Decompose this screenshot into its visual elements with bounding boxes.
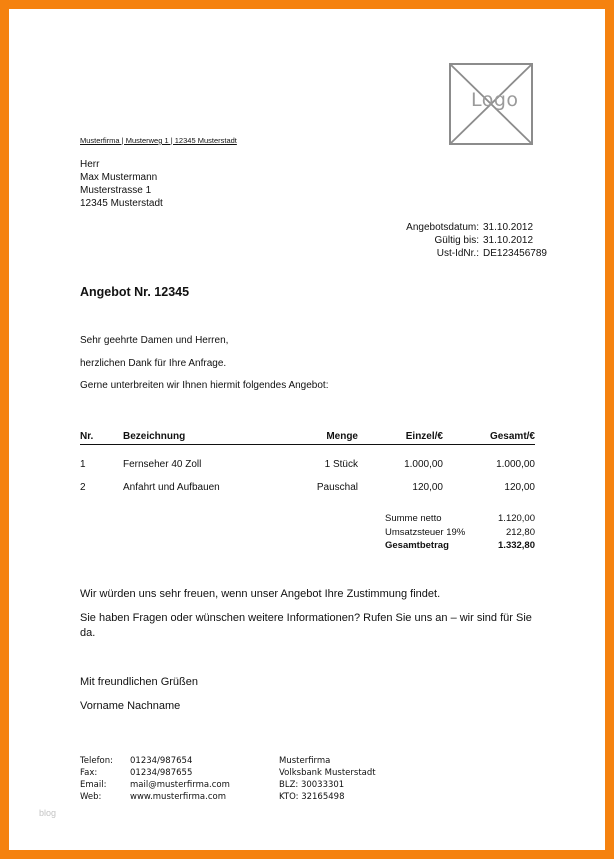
email-value: mail@musterfirma.com <box>130 780 230 790</box>
totals-block <box>385 512 535 553</box>
vat-value: DE123456789 <box>483 248 547 259</box>
bank-blz: BLZ: 30033301 <box>279 780 345 790</box>
header-bezeichnung: Bezeichnung <box>123 429 283 445</box>
thanks-line: herzlichen Dank für Ihre Anfrage. <box>80 358 227 369</box>
web-label: Web: <box>80 792 102 802</box>
total-netto-row <box>385 512 535 526</box>
logo-text: Logo <box>471 89 519 111</box>
netto-value: 1.120,00 <box>498 513 535 524</box>
ust-label: Umsatzsteuer 19% <box>385 526 466 538</box>
footer-bank <box>279 755 376 803</box>
netto-label: Summe netto <box>385 513 442 524</box>
gesamt-label: Gesamtbetrag <box>385 540 449 551</box>
closing-line-1: Wir würden uns sehr freuen, wenn unser Angebot Ihre Zustimmung findet. <box>80 588 441 600</box>
logo-placeholder <box>449 63 533 145</box>
items-table <box>80 429 535 499</box>
date-value: 31.10.2012 <box>483 222 534 233</box>
cell-bezeichnung: Anfahrt und Aufbauen <box>123 481 220 493</box>
bank-company: Musterfirma <box>279 756 331 766</box>
cell-nr: 2 <box>80 481 86 493</box>
closing-line-2: Sie haben Fragen oder wünschen weitere Informationen? Rufen Sie uns an – wir sind für Sie da. <box>80 612 532 639</box>
greeting: Mit freundlichen Grüßen <box>80 676 198 688</box>
recipient-salutation: Herr <box>80 159 100 170</box>
cell-einzel: 120,00 <box>412 481 443 493</box>
table-header-row <box>80 429 535 445</box>
table-row <box>80 445 535 476</box>
valid-value: 31.10.2012 <box>483 235 534 246</box>
offer-title: Angebot Nr. 12345 <box>80 285 190 299</box>
vat-label: Ust-IdNr.: <box>436 248 479 259</box>
valid-label: Gültig bis: <box>434 235 479 246</box>
bank-name: Volksbank Musterstadt <box>279 768 376 778</box>
phone-value: 01234/987654 <box>130 756 193 766</box>
footer-contact <box>80 755 230 803</box>
signature-name: Vorname Nachname <box>80 700 181 712</box>
intro-line: Gerne unterbreiten wir Ihnen hiermit folgendes Angebot: <box>80 380 329 391</box>
phone-label: Telefon: <box>80 756 114 766</box>
cell-nr: 1 <box>80 458 86 470</box>
cell-menge: 1 Stück <box>324 458 358 470</box>
web-value: www.musterfirma.com <box>130 792 226 802</box>
meta-values <box>483 221 547 260</box>
date-label: Angebotsdatum: <box>406 222 479 233</box>
recipient-address <box>80 158 163 210</box>
salutation: Sehr geehrte Damen und Herren, <box>80 335 229 346</box>
document-page <box>9 9 605 850</box>
meta-labels <box>406 221 479 260</box>
sender-line: Musterfirma | Musterweg 1 | 12345 Musterstadt <box>80 136 237 145</box>
footer-web <box>80 791 230 803</box>
email-label: Email: <box>80 780 107 790</box>
cell-menge: Pauschal <box>316 481 358 493</box>
header-menge: Menge <box>283 429 358 445</box>
cell-einzel: 1.000,00 <box>404 458 443 470</box>
header-gesamt: Gesamt/€ <box>443 429 535 445</box>
cell-gesamt: 120,00 <box>504 481 535 493</box>
footer-phone <box>80 755 230 767</box>
header-nr: Nr. <box>80 429 123 445</box>
recipient-street: Musterstrasse 1 <box>80 185 152 196</box>
watermark-text: blog <box>39 808 57 818</box>
cell-bezeichnung: Fernseher 40 Zoll <box>123 458 202 470</box>
recipient-name: Max Mustermann <box>80 172 158 183</box>
footer-fax <box>80 767 230 779</box>
ust-value: 212,80 <box>505 526 535 538</box>
table-row <box>80 476 535 499</box>
header-einzel: Einzel/€ <box>358 429 443 445</box>
fax-label: Fax: <box>80 768 98 778</box>
total-gesamt-row <box>385 539 535 553</box>
recipient-city: 12345 Musterstadt <box>80 198 163 209</box>
fax-value: 01234/987655 <box>130 768 193 778</box>
total-ust-row <box>385 526 535 540</box>
footer-email <box>80 779 230 791</box>
bank-kto: KTO: 32165498 <box>279 792 345 802</box>
cell-gesamt: 1.000,00 <box>496 458 535 470</box>
gesamt-value: 1.332,80 <box>498 540 535 551</box>
